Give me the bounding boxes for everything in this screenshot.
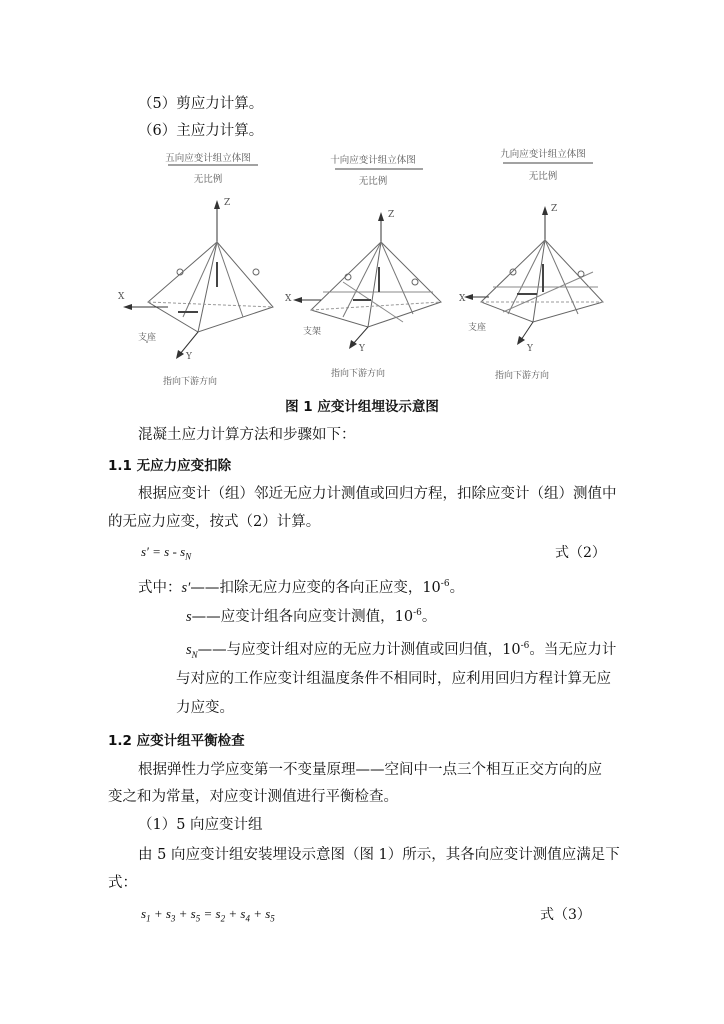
section-1-2-para-line-2: 变之和为常量，对应变计测值进行平衡检查。 [108,789,398,805]
item-6: （6）主应力计算。 [138,123,264,139]
support-label: 支座 [138,333,157,343]
item-5: （5）剪应力计算。 [138,96,264,112]
diagram-nine-direction [453,142,613,392]
y-axis-label: Y [359,344,365,354]
definition-3: $s_N——$与应变计组对应的无应力计测值或回归值，$10^{-6}$。当无应力计 [186,641,617,660]
direction-label: 指向下游方向 [163,377,218,387]
section-1-2-para-line-1: 根据弹性力学应变第一不变量原理——空间中一点三个相互正交方向的应 [138,762,602,778]
equation-2: $s' = s - s_N$ [141,544,192,562]
definition-3-line-2: 与对应的工作应变计组温度条件不相同时，应利用回归方程计算无应 [176,671,611,687]
section-1-1-para-line-1: 根据应变计（组）邻近无应力计测值或回归方程，扣除应变计（组）测值中 [138,486,617,502]
z-axis-label: Z [388,210,395,220]
diagram-ten-direction [283,142,443,392]
section-1-2-item-1: （1）5 向应变计组 [138,817,263,833]
support-label: 支架 [303,327,322,337]
direction-label: 指向下游方向 [495,371,550,381]
section-heading-1-1: 1.1 无应力应变扣除 [108,458,232,474]
support-label: 支座 [468,323,487,333]
intro-text: 混凝土应力计算方法和步骤如下： [138,427,356,443]
definition-2-text: ——应变计组各向应变计测值，10 [191,608,414,625]
diagram-drawing [453,142,613,392]
definition-1: 式中：s′——扣除无应力应变的各向正应变，$10^{-6}$。 [138,579,465,596]
definition-3-line-3: 力应变。 [176,700,234,716]
equation-2-number: 式（2） [555,545,606,561]
diagram-drawing [108,142,278,392]
x-axis-label: X [285,294,292,304]
diagram-title: 五向应变计组立体图 [165,153,251,164]
x-axis-label: X [118,292,125,302]
x-axis-label: X [459,294,466,304]
equation-3-number: 式（3） [540,907,591,923]
y-axis-label: Y [186,352,192,362]
diagram-subtitle: 无比例 [358,176,388,187]
section-heading-1-2: 1.2 应变计组平衡检查 [108,733,245,749]
definition-2: s——应变计组各向应变计测值，$10^{-6}$。 [186,608,437,625]
figure-1 [108,142,608,392]
diagram-title: 九向应变计组立体图 [500,149,586,160]
diagram-title: 十向应变计组立体图 [330,155,416,166]
y-axis-label: Y [527,344,533,354]
z-axis-label: Z [551,204,558,214]
diagram-five-direction [108,142,278,392]
direction-label: 指向下游方向 [331,369,386,379]
definition-3-text: ——与应变计组对应的无应力计测值或回归值，10 [197,641,521,658]
diagram-drawing [283,142,443,392]
section-1-2-para2-line-1: 由 5 向应变计组安装埋设示意图（图 1）所示，其各向应变计测值应满足下 [138,847,620,863]
equation-3: $s_1 + s_3 + s_5 = s_2 + s_4 + s_5$ [141,906,275,924]
section-1-2-para2-line-2: 式： [108,875,137,891]
definition-1-text: ——扣除无应力应变的各向正应变，10 [190,579,441,596]
diagram-subtitle: 无比例 [528,171,558,182]
section-1-1-para-line-2: 的无应力应变，按式（2）计算。 [108,514,321,530]
where-prefix: 式中： [138,579,182,596]
z-axis-label: Z [224,198,231,208]
diagram-subtitle: 无比例 [193,174,223,185]
figure-caption: 图 1 应变计组埋设示意图 [285,399,439,415]
